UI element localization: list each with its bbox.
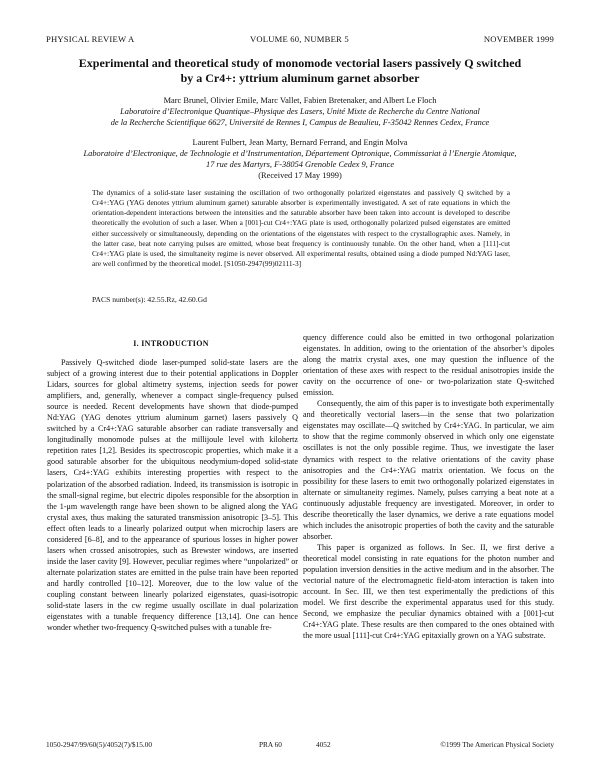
- section-heading: I. INTRODUCTION: [133, 339, 209, 348]
- right-column: [303, 332, 554, 641]
- author-list-2: Laurent Fulbert, Jean Marty, Bernard Ferrand, and Engin Molva: [192, 138, 408, 147]
- issue-date: NOVEMBER 1999: [483, 34, 554, 44]
- intro-paragraph-1: Passively Q-switched diode laser-pumped solid-state lasers are the subject of a growing interest due to their potential applications in Doppler Lidars, sources for global altimetry systems, injection seeds for power amplifiers, and, generally, whenever a compact single-frequency pulsed source is needed. Recent developments have shown that diode-pumped Nd:YAG (YAG denotes yttrium aluminum garnet) lasers passively Q switched by a Cr4+:YAG saturable absorber can radiate transversally and longitudinally monomode pulses at the millijoule level with kilohertz repetition rates [1,2]. Besides its spectroscopic properties, which make it a good saturable absorber for the ubiquitous neodymium-doped solid-state lasers, Cr4+:YAG exhibits interesting properties with respect to the polarization of the absorbed radiation. Indeed, its transmission is isotropic in the small-signal regime, but electric dipoles responsible for the absorption in the 1-μm wavelength range have been shown to be aligned along the YAG crystal axes, thus making the saturated transmission anisotropic [3–5]. This effect often leads to a linearly polarized output when microchip lasers are considered [6–8], and to the appearance of spurious losses in higher power lasers when crossed anisotropies, such as Brewster windows, are inserted inside the laser cavity [9]. However, peculiar regimes where “unpolarized” or alternate polarization states are emitted in the pulse train have been reported and hardly controlled [10–12]. Moreover, due to the low value of the coupling constant between linearly polarized eigenstates, quasi-isotropic solid-state lasers in the cw regime usually oscillate in dual polarization eigenstates with a tunable frequency difference [13,14]. One can hence wonder whether two-frequency Q-switched pulses with a tunable fre-: [47, 358, 298, 633]
- intro-paragraph-2: quency difference could also be emitted in two orthogonal polarization eigenstates. In addition, owing to the orientation of the absorber’s dipoles along the matrix crystal axes, one may question the influence of the orientation of these axes with respect to the residual anisotropies inside the cavity on the occurrence of one- or two-polarization state Q-switched emission.: [303, 333, 554, 398]
- page-number: 4052: [316, 740, 331, 749]
- title-line-1: Experimental and theoretical study of monomode vectorial lasers passively Q switched: [78, 56, 522, 70]
- author-list-1: Marc Brunel, Olivier Emile, Marc Vallet, Fabien Bretenaker, and Albert Le Floch: [163, 96, 437, 105]
- intro-paragraph-3: Consequently, the aim of this paper is to investigate both experimentally and theoretically vectorial lasers—in the sense that two polarization eigenstates may oscillate—Q switched by Cr4+:YAG. In particular, we aim to show that the regime commonly observed in which only one eigenstate oscillates is not the only possible regime. Thus, we investigate the laser dynamics with respect to the relative orientations of the cavity phase anisotropies and the Cr4+:YAG matrix orientation. We focus on the possibility for these lasers to emit two orthogonally polarized eigenstates in alternate or simultaneity regimes. Namely, pulses carrying a beat note at a continuously adjustable frequency are investigated. Moreover, in order to describe theoretically the laser dynamics, we derive a rate equations model which includes the anisotropic properties of both the cavity and the saturable absorber.: [303, 399, 554, 541]
- copyright: ©1999 The American Physical Society: [440, 740, 554, 749]
- affiliation-2-line-1: Laboratoire d’Electronique, de Technologie et d’Instrumentation, Département Optronique, Commissariat à l’Energie Atomique,: [83, 149, 517, 158]
- title-line-2: by a Cr4+: yttrium aluminum garnet absorber: [180, 70, 420, 85]
- left-column: [47, 357, 298, 633]
- journal-name: PHYSICAL REVIEW A: [46, 34, 135, 44]
- received-date: (Received 17 May 1999): [258, 171, 342, 180]
- intro-paragraph-4: This paper is organized as follows. In Sec. II, we first derive a theoretical model consisting in rate equations for the photon number and population inversion densities in the active medium and in the absorber. The vectorial nature of the electromagnetic field-atom interaction is taken into account. In Sec. III, we then test experimentally the predictions of this model. We first describe the experimental apparatus used for this study. Second, we emphasize the peculiar dynamics obtained with a [001]-cut Cr4+:YAG plate. These results are then compared to the ones obtained with the more usual [111]-cut Cr4+:YAG epitaxially grown on a YAG substrate.: [303, 542, 554, 641]
- article-code: 1050-2947/99/60(5)/4052(7)/$15.00: [46, 740, 152, 749]
- volume-number: VOLUME 60, NUMBER 5: [250, 34, 349, 44]
- journal-volume-ref: PRA 60: [259, 740, 282, 749]
- affiliation-2-line-2: 17 rue des Martyrs, F-38054 Grenoble Cedex 9, France: [205, 160, 395, 169]
- affiliation-1-line-2: de la Recherche Scientifique 6627, Université de Rennes I, Campus de Beaulieu, F-35042 Rennes Cedex, France: [110, 118, 490, 127]
- paper-title: [40, 56, 560, 85]
- abstract: The dynamics of a solid-state laser sustaining the oscillation of two orthogonally polarized eigenstates and passively Q switched by a Cr4+:YAG (YAG denotes yttrium aluminum garnet) saturable absorber is experimentally investigated. A set of rate equations in which the orientation-dependent interactions between the intensities and the saturable absorber have been taken into account is developed to describe theoretically the evolution of such a laser. When a [001]-cut Cr4+:YAG plate is used, orthogonally polarized pulsed eigenstates are emitted either successively or simultaneously, depending on the orientations of the eigenstates with respect to the crystallographic axes. Namely, in the latter case, beat note carrying pulses are emitted, whose beat frequency is continuously tunable. On the other hand, when a [111]-cut Cr4+:YAG plate is used, the simultaneity regime is never observed. All experimental results, obtained using a diode pumped Nd:YAG laser, are well confirmed by the theoretical model. [S1050-2947(99)02111-3]: [92, 188, 510, 269]
- affiliation-1-line-1: Laboratoire d’Electronique Quantique–Physique des Lasers, Unité Mixte de Recherche du Centre National: [120, 107, 480, 116]
- pacs-numbers: PACS number(s): 42.55.Rz, 42.60.Gd: [92, 295, 207, 304]
